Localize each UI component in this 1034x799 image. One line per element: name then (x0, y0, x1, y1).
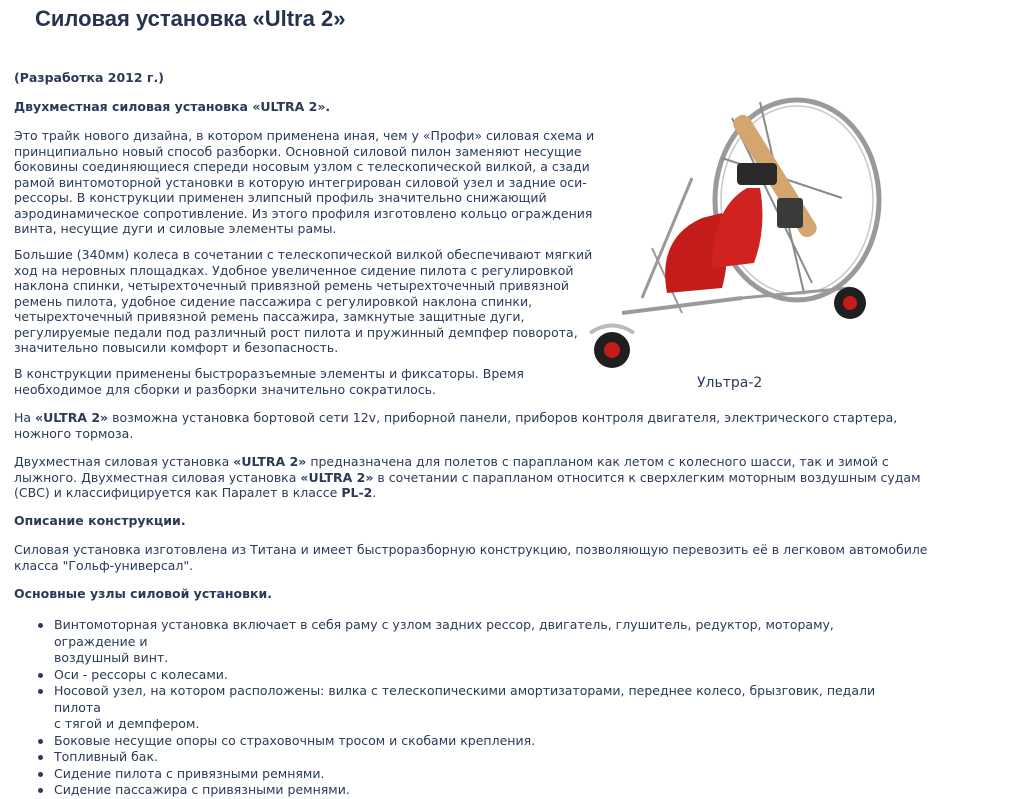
options-paragraph: На «ULTRA 2» возможна установка бортовой сети 12v, приборной панели, приборов контроля двигателя, электрического стартера, ножного тормоза. (14, 410, 898, 441)
image-caption: Ультра-2 (697, 375, 763, 391)
wheels-paragraph: Большие (340мм) колеса в сочетании с телескопической вилкой обеспечивают мягкий ход на неровных площадках. Удобное увеличенное сидение пилота с регулировкой наклона спинки, четырехточечный привязной ремень четырехточечный привязной ремень пилота, удобное сидение пассажира с регулировкой наклона спинки, четырехточечный привязной ремень пассажира, замкнутые защитные дуги, регулируемые педали под различный рост пилота и пружинный демпфер поворота, значительно повысили комфорт и безопасность. (14, 247, 593, 355)
units-heading: Основные узлы силовой установки. (14, 586, 273, 601)
paramotor-trike-illustration (582, 88, 882, 388)
construction-heading: Описание конструкции. (14, 513, 186, 528)
list-item: Сидение пассажира с привязными ремнями. (54, 782, 894, 799)
year-note: (Разработка 2012 г.) (14, 70, 164, 85)
list-item: Топливный бак. (54, 749, 894, 766)
list-item: Оси - рессоры с колесами. (54, 667, 894, 684)
page-title: Силовая установка «Ultra 2» (35, 6, 346, 31)
list-item: Винтомоторная установка включает в себя раму с узлом задних рессор, двигатель, глушитель, редуктор, моторaму, ограждение и воздушный винт. (54, 617, 894, 667)
trike-image (582, 88, 882, 388)
list-item: Сидение пилота с привязными ремнями. (54, 766, 894, 783)
purpose-paragraph: Двухместная силовая установка «ULTRA 2» предназначена для полетов с парапланом как летом с колесного шасси, так и зимой с лыжного. Двухместная силовая установка «ULTRA 2» в сочетании с парапланом относится к сверхлегким моторным воздушным судам (СВС) и классифицируется как Паралет в классе PL-2. (14, 454, 921, 500)
list-item: Боковые несущие опоры со страховочным тросом и скобами крепления. (54, 733, 894, 750)
list-item: Носовой узел, на котором расположены: вилка с телескопическими амортизаторами, переднее колесо, брызговик, педали пилота с тягой и демпфером. (54, 683, 894, 733)
subtitle: Двухместная силовая установка «ULTRA 2». (14, 99, 331, 114)
units-list (14, 617, 894, 799)
intro-paragraph: Это трайк нового дизайна, в котором применена иная, чем у «Профи» силовая схема и принципиально новый способ разборки. Основной силовой пилон заменяют несущие боковины соединяющиеся спереди носовым узлом с телескопической вилкой, а сзади рамой винтомоторной установки в которую интегрирован силовой узел и задние оси- рессоры. В конструкции применен элипсный профиль значительно снижающий аэродинамическое сопротивление. Из этого профиля изготовлено кольцо ограждения винта, несущие дуги и силовые элементы рамы. (14, 128, 595, 236)
fasteners-paragraph: В конструкции применены быстроразъемные элементы и фиксаторы. Время необходимое для сборки и разборки значительно сократилось. (14, 366, 524, 397)
construction-paragraph: Силовая установка изготовлена из Титана и имеет быстроразборную конструкцию, позволяющую перевозить её в легковом автомобиле класса "Гольф-универсал". (14, 542, 928, 573)
